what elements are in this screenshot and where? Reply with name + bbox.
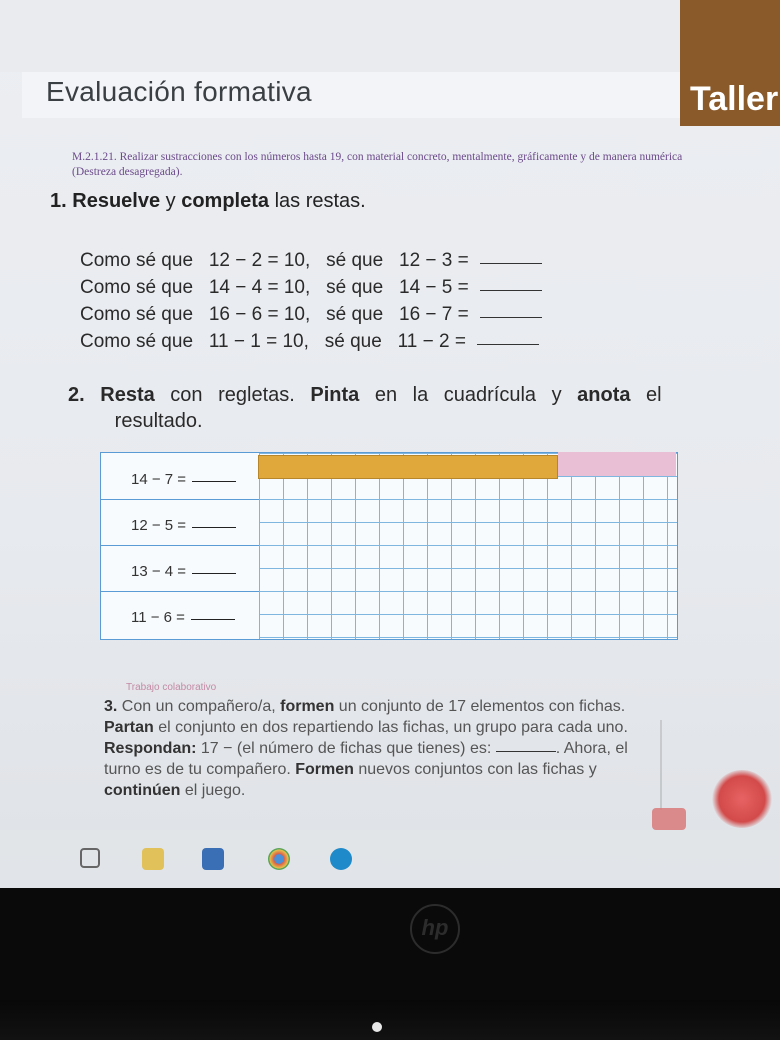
answer-blank[interactable] xyxy=(496,751,556,752)
ex3-b1: formen xyxy=(280,698,335,715)
exercise-1-number: 1. xyxy=(50,190,67,212)
row-text-a: Como sé que xyxy=(80,277,194,298)
top-bar xyxy=(0,0,780,72)
ex3-t4: 17 − (el número de fichas que tienes) es: xyxy=(196,740,496,757)
ex3-t3: el conjunto en dos repartiendo las fichas, un grupo para cada uno. xyxy=(153,719,628,736)
row-text-a: Como sé que xyxy=(80,250,194,271)
ex3-t2: un conjunto de 17 elementos con fichas. xyxy=(334,698,626,715)
operation-text: 14 − 7 = xyxy=(131,471,187,488)
chrome-icon[interactable] xyxy=(268,848,290,870)
answer-blank[interactable] xyxy=(192,527,236,528)
row-text-b: 16 − 6 = 10, xyxy=(208,304,311,325)
row-text-a: Como sé que xyxy=(80,331,194,352)
light-reflection xyxy=(372,1022,382,1032)
taller-label: Taller xyxy=(690,80,779,118)
taskbar xyxy=(0,830,780,888)
exercise-2-verb1: Resta xyxy=(100,384,155,406)
exercise-1-row xyxy=(80,250,580,277)
exercise-1-row xyxy=(80,304,580,331)
task-view-icon[interactable] xyxy=(80,848,100,868)
ex3-b4: Formen xyxy=(295,761,354,778)
exercise-1-mid: y xyxy=(160,190,182,212)
answer-blank[interactable] xyxy=(192,481,236,482)
skill-description: M.2.1.21. Realizar sustracciones con los números hasta 19, con material concreto, mentalmente, gráficamente y de manera numérica (Destreza desagregada). xyxy=(72,151,683,178)
operation-text: 11 − 6 = xyxy=(131,609,185,626)
row-text-c: sé que xyxy=(326,250,384,271)
exercise-2-text2: en la cuadrícula y xyxy=(359,384,578,406)
exercise-2-verb3: anota xyxy=(577,384,631,406)
page-title: Evaluación formativa xyxy=(46,76,312,107)
row-text-c: sé que xyxy=(326,277,384,298)
answer-blank[interactable] xyxy=(477,334,539,345)
edge-icon[interactable] xyxy=(330,848,352,870)
flower-decoration xyxy=(712,770,772,828)
orange-regleta xyxy=(258,455,558,479)
row-text-a: Como sé que xyxy=(80,304,194,325)
row-text-c: sé que xyxy=(324,331,382,352)
row-text-d: 14 − 5 = xyxy=(399,277,469,298)
exercise-2-text1: con regletas. xyxy=(154,384,311,406)
exercise-1-row xyxy=(80,331,580,358)
exercise-1-rest: las restas. xyxy=(269,190,366,212)
ex3-t6: nuevos conjuntos con las fichas y xyxy=(353,761,597,778)
answer-blank[interactable] xyxy=(480,280,542,291)
answer-blank[interactable] xyxy=(192,573,236,574)
exercise-2-verb2: Pinta xyxy=(310,384,360,406)
operation-text: 13 − 4 = xyxy=(131,563,187,580)
word-icon[interactable] xyxy=(202,848,224,870)
answer-blank[interactable] xyxy=(480,253,542,264)
answer-blank[interactable] xyxy=(191,619,235,620)
pink-regleta xyxy=(558,452,676,476)
file-explorer-icon[interactable] xyxy=(142,848,164,870)
exercise-1-verb1: Resuelve xyxy=(72,190,161,212)
operation-row xyxy=(101,453,259,500)
ex3-t7: el juego. xyxy=(180,782,246,799)
exercise-2-text4: resultado. xyxy=(114,410,203,432)
operation-row xyxy=(101,591,259,637)
operation-text: 12 − 5 = xyxy=(131,517,187,534)
exercise-1-row xyxy=(80,277,580,304)
row-text-d: 16 − 7 = xyxy=(399,304,469,325)
operations-column xyxy=(101,453,260,639)
row-text-b: 12 − 2 = 10, xyxy=(208,250,311,271)
ex3-t5: . Ahora, el turno es de tu compañero. xyxy=(104,740,628,778)
row-text-b: 14 − 4 = 10, xyxy=(208,277,311,298)
ex3-t1: Con un compañero/a, xyxy=(121,698,281,715)
operation-row xyxy=(101,545,259,592)
row-text-c: sé que xyxy=(326,304,384,325)
row-text-d: 12 − 3 = xyxy=(399,250,469,271)
exercise-1-verb2: completa xyxy=(181,190,270,212)
answer-blank[interactable] xyxy=(480,307,542,318)
row-text-d: 11 − 2 = xyxy=(397,331,466,352)
paint-grid[interactable] xyxy=(259,453,677,639)
operation-row xyxy=(101,499,259,546)
exercise-2-text3: el xyxy=(630,384,662,406)
row-text-b: 11 − 1 = 10, xyxy=(208,331,309,352)
ex3-b5: continúen xyxy=(104,782,181,799)
exercise-3-number: 3. xyxy=(104,698,118,715)
colab-label: Trabajo colaborativo xyxy=(126,682,217,693)
exercise-1-title xyxy=(50,190,366,213)
hp-logo: hp xyxy=(410,904,460,954)
regletas-table xyxy=(100,452,678,640)
ex3-b3: Respondan: xyxy=(104,740,197,757)
pink-decoration xyxy=(652,808,686,830)
exercise-2-title xyxy=(68,382,688,434)
exercise-3-text xyxy=(104,696,648,801)
side-border xyxy=(660,720,662,810)
exercise-2-number: 2. xyxy=(68,384,85,406)
ex3-b2: Partan xyxy=(104,719,154,736)
exercise-1-rows xyxy=(80,250,580,358)
laptop-bezel-bottom xyxy=(0,1000,780,1040)
